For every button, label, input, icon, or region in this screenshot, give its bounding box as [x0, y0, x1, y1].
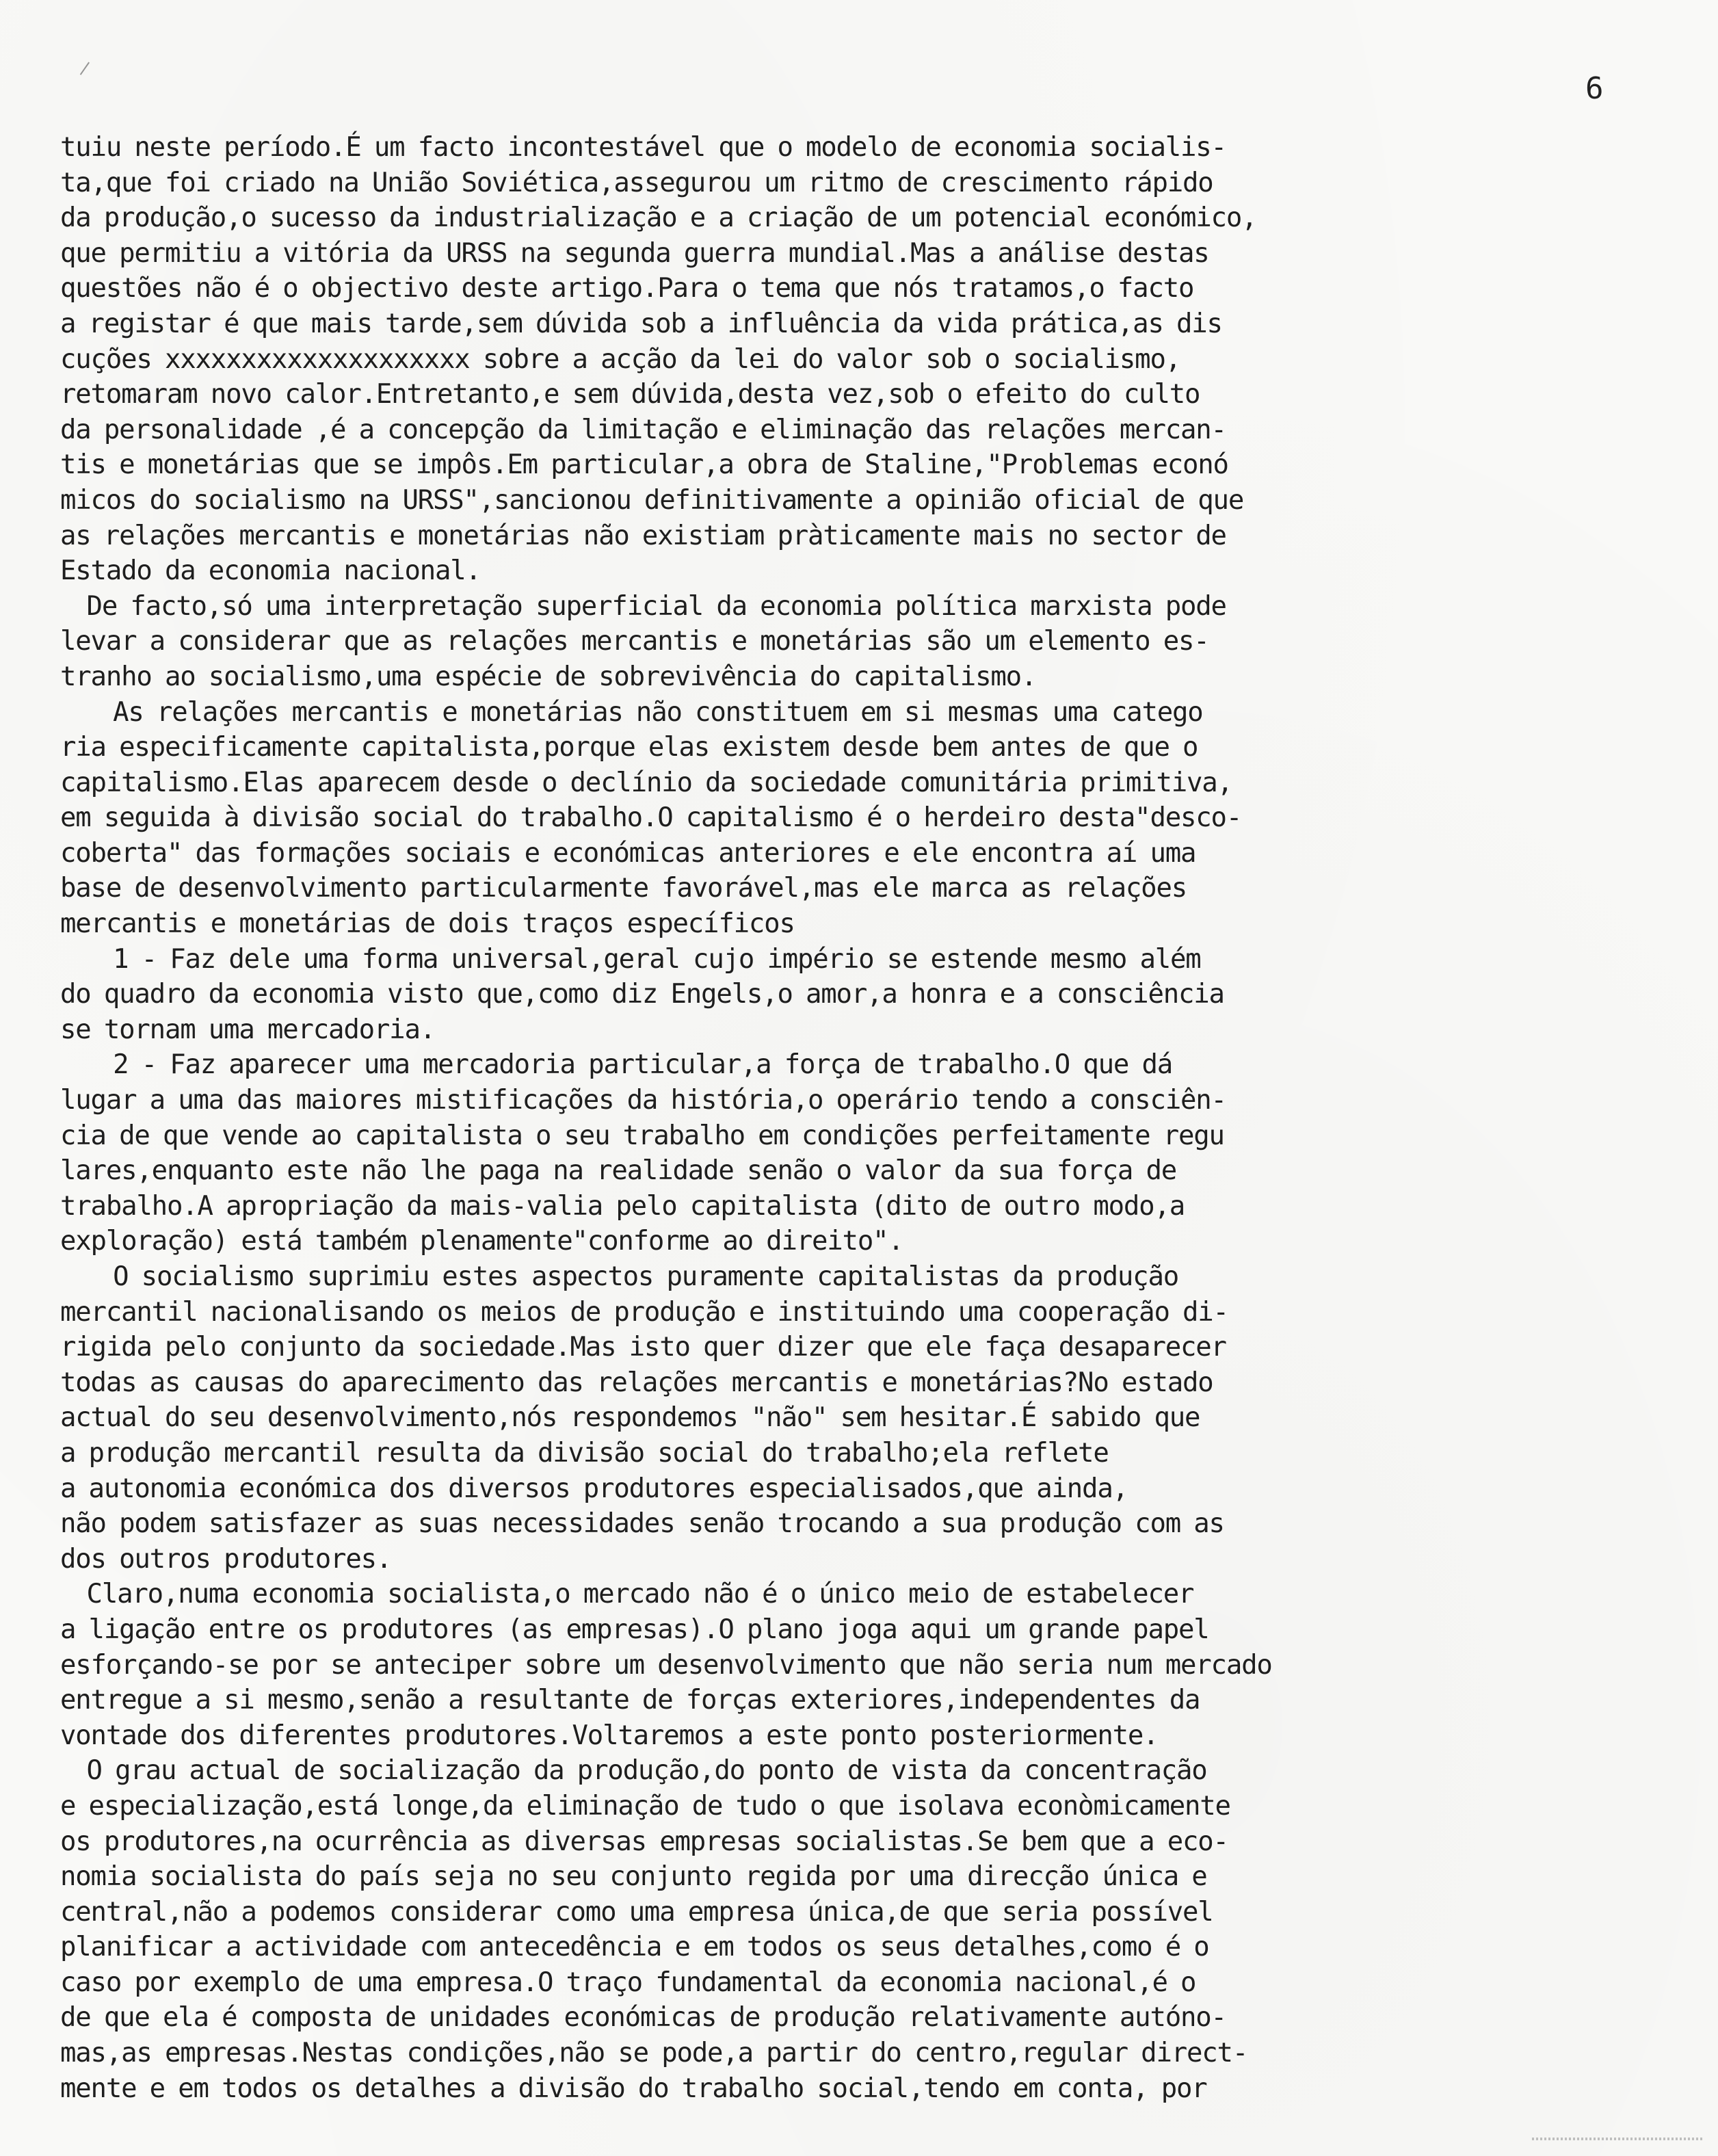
text-line: que permitiu a vitória da URSS na segunda guerra mundial.Mas a análise destas	[60, 237, 1209, 269]
text-line: ta,que foi criado na União Soviética,assegurou um ritmo de crescimento rápido	[60, 167, 1213, 198]
text-line: não podem satisfazer as suas necessidades senão trocando a sua produção com as	[60, 1508, 1224, 1540]
text-line: rigida pelo conjunto da sociedade.Mas isto quer dizer que ele faça desaparecer	[60, 1332, 1226, 1363]
text-line: a autonomia económica dos diversos produtores especialisados,que ainda,	[60, 1473, 1128, 1504]
text-line: tuiu neste período.É um facto incontestável que o modelo de economia socialis-	[60, 132, 1226, 163]
text-line: todas as causas do aparecimento das relações mercantis e monetárias?No estado	[60, 1367, 1213, 1398]
text-line: De facto,só uma interpretação superficial da economia política marxista pode	[60, 590, 1226, 622]
text-line: caso por exemplo de uma empresa.O traço fundamental da economia nacional,é o	[60, 1967, 1196, 1998]
text-line: central,não a podemos considerar como uma empresa única,de que seria possível	[60, 1896, 1213, 1928]
text-line: actual do seu desenvolvimento,nós respondemos "não" sem hesitar.É sabido que	[60, 1402, 1200, 1434]
text-line: 2 - Faz aparecer uma mercadoria particular,a força de trabalho.O que dá	[60, 1049, 1172, 1081]
text-line: se tornam uma mercadoria.	[60, 1014, 435, 1045]
text-line: nomia socialista do país seja no seu conjunto regida por uma direcção única e	[60, 1861, 1207, 1893]
text-line: micos do socialismo na URSS",sancionou definitivamente a opinião oficial de que	[60, 484, 1244, 516]
text-line: da produção,o sucesso da industrialização e a criação de um potencial económico,	[60, 202, 1257, 234]
text-line: O grau actual de socialização da produção,do ponto de vista da concentração	[60, 1755, 1207, 1787]
text-line: e especialização,está longe,da eliminação de tudo o que isolava econòmicamente	[60, 1790, 1230, 1822]
text-line: da personalidade ,é a concepção da limitação e eliminação das relações mercan-	[60, 414, 1226, 445]
edge-smudge	[1532, 2138, 1703, 2140]
body-text	[60, 130, 1661, 2106]
text-line: coberta" das formações sociais e económicas anteriores e ele encontra aí uma	[60, 837, 1196, 869]
text-line: de que ela é composta de unidades económicas de produção relativamente autóno-	[60, 2002, 1226, 2034]
text-line: ria especificamente capitalista,porque elas existem desde bem antes de que o	[60, 732, 1198, 763]
text-line: base de desenvolvimento particularmente favorável,mas ele marca as relações	[60, 873, 1187, 904]
text-line: questões não é o objectivo deste artigo.Para o tema que nós tratamos,o facto	[60, 273, 1194, 304]
margin-mark	[80, 62, 95, 79]
text-line: cuções xxxxxxxxxxxxxxxxxxxx sobre a acção da lei do valor sob o socialismo,	[60, 343, 1180, 375]
text-line: trabalho.A apropriação da mais-valia pelo capitalista (dito de outro modo,a	[60, 1190, 1185, 1222]
text-line: lares,enquanto este não lhe paga na realidade senão o valor da sua força de	[60, 1155, 1176, 1187]
text-line: capitalismo.Elas aparecem desde o declínio da sociedade comunitária primitiva,	[60, 767, 1232, 798]
text-line: em seguida à divisão social do trabalho.O capitalismo é o herdeiro desta"desco-	[60, 802, 1242, 834]
text-line: vontade dos diferentes produtores.Voltaremos a este ponto posteriormente.	[60, 1720, 1159, 1751]
text-line: mercantil nacionalisando os meios de produção e instituindo uma cooperação di-	[60, 1296, 1228, 1328]
text-line: os produtores,na ocurrência as diversas empresas socialistas.Se bem que a eco-	[60, 1826, 1228, 1857]
text-line: 1 - Faz dele uma forma universal,geral cujo império se estende mesmo além	[60, 943, 1201, 975]
text-line: esforçando-se por se anteciper sobre um desenvolvimento que não seria num mercado	[60, 1649, 1272, 1681]
text-line: a registar é que mais tarde,sem dúvida sob a influência da vida prática,as dis	[60, 308, 1222, 339]
text-line: mente e em todos os detalhes a divisão do trabalho social,tendo em conta, por	[60, 2073, 1207, 2104]
text-line: lugar a uma das maiores mistificações da história,o operário tendo a consciên-	[60, 1085, 1226, 1116]
text-line: tis e monetárias que se impôs.Em particular,a obra de Staline,"Problemas econó	[60, 449, 1228, 481]
text-line: planificar a actividade com antecedência e em todos os seus detalhes,como é o	[60, 1932, 1209, 1963]
text-line: As relações mercantis e monetárias não constituem em si mesmas uma catego	[60, 696, 1203, 728]
text-line: a ligação entre os produtores (as empresas).O plano joga aqui um grande papel	[60, 1614, 1209, 1645]
text-line: tranho ao socialismo,uma espécie de sobrevivência do capitalismo.	[60, 661, 1037, 692]
page-number: 6	[1585, 71, 1604, 106]
text-line: mas,as empresas.Nestas condições,não se pode,a partir do centro,regular direct-	[60, 2038, 1248, 2069]
text-line: mercantis e monetárias de dois traços específicos	[60, 908, 795, 940]
text-line: cia de que vende ao capitalista o seu trabalho em condições perfeitamente regu	[60, 1120, 1224, 1151]
text-line: Estado da economia nacional.	[60, 555, 481, 587]
text-line: a produção mercantil resulta da divisão social do trabalho;ela reflete	[60, 1437, 1109, 1469]
text-line: as relações mercantis e monetárias não existiam pràticamente mais no sector de	[60, 520, 1226, 551]
text-line: entregue a si mesmo,senão a resultante de forças exteriores,independentes da	[60, 1685, 1200, 1716]
text-line: do quadro da economia visto que,como diz Engels,o amor,a honra e a consciência	[60, 979, 1224, 1010]
text-line: levar a considerar que as relações mercantis e monetárias são um elemento es-	[60, 626, 1209, 657]
text-line: Claro,numa economia socialista,o mercado não é o único meio de estabelecer	[60, 1579, 1194, 1610]
text-line: exploração) está também plenamente"conforme ao direito".	[60, 1226, 903, 1257]
text-line: dos outros produtores.	[60, 1543, 392, 1575]
text-line: retomaram novo calor.Entretanto,e sem dúvida,desta vez,sob o efeito do culto	[60, 379, 1200, 410]
text-line: O socialismo suprimiu estes aspectos puramente capitalistas da produção	[60, 1261, 1178, 1292]
